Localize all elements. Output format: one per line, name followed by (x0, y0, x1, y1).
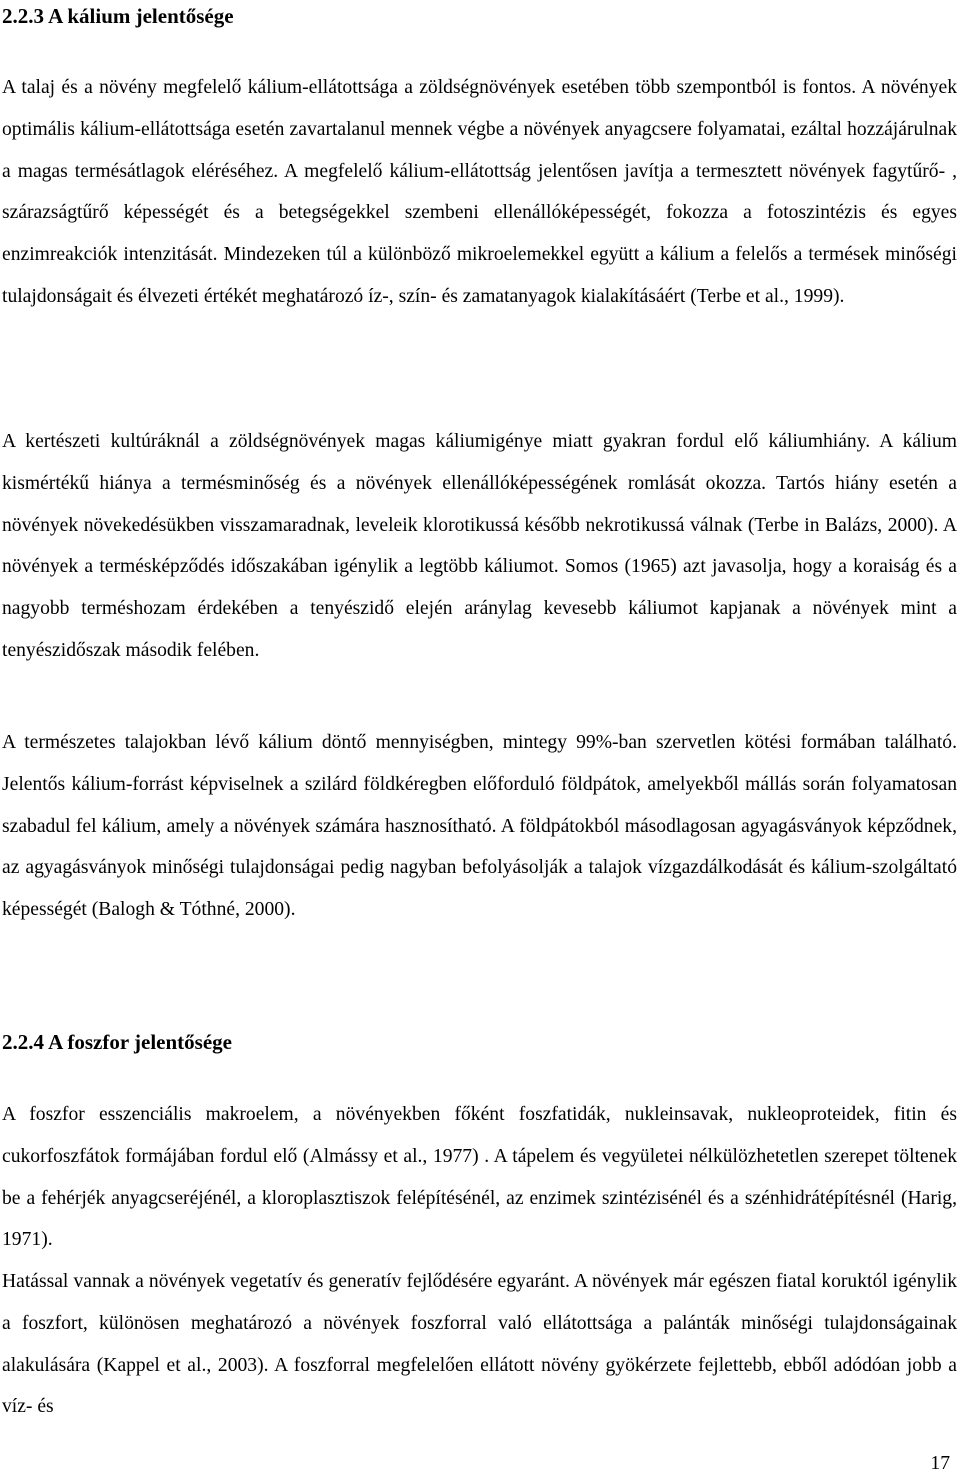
paragraph-phosphorus-development: Hatással vannak a növények vegetatív és generatív fejlődésére egyaránt. A növények már egészen fiatal koruktól igénylik a foszfort, különösen meghatározó a növények foszforral való ellátottsága a palánták minőségi tulajdonságainak alakulására (Kappel et al., 2003). A foszforral megfelelően ellátott növény gyökérzete fejlettebb, ebből adódóan jobb a víz- és (2, 1271, 957, 1418)
page-number: 17 (930, 1453, 950, 1474)
section-heading-potassium: 2.2.3 A kálium jelentősége (2, 4, 234, 28)
paragraph-potassium-importance: A talaj és a növény megfelelő kálium-ellátottsága a zöldségnövények esetében több szempontból is fontos. A növények optimális kálium-ellátottsága esetén zavartalanul mennek végbe a növények anyagcsere folyamatai, ezáltal hozzájárulnak a magas termésátlagok eléréséhez. A megfelelő kálium-ellátottság jelentősen javítja a termesztett növények fagytűrő- , szárazságtűrő képességét és a betegségekkel szembeni ellenállóképességét, fokozza a fotoszintézis és egyes enzimreakciók intenzitását. Mindezeken túl a különböző mikroelemekkel együtt a kálium a felelős a termések minőségi tulajdonságait és élvezeti értékét meghatározó íz-, szín- és zamatanyagok kialakításáért (Terbe et al., 1999). (2, 77, 957, 307)
section-heading-phosphorus: 2.2.4 A foszfor jelentősége (2, 1030, 232, 1054)
paragraph-soil-potassium: A természetes talajokban lévő kálium döntő mennyiségben, mintegy 99%-ban szervetlen kötési formában található. Jelentős kálium-forrást képviselnek a szilárd földkéregben előforduló földpátok, amelyekből mállás során folyamatosan szabadul fel kálium, amely a növények számára hasznosítható. A földpátokból másodlagosan agyagásványok képződnek, az agyagásványok minőségi tulajdonságai pedig nagyban befolyásolják a talajok vízgazdálkodását és kálium-szolgáltató képességét (Balogh & Tóthné, 2000). (2, 732, 957, 921)
paragraph-phosphorus-role: A foszfor esszenciális makroelem, a növényekben főként foszfatidák, nukleinsavak, nukleoproteidek, fitin és cukorfoszfátok formájában fordul elő (Almássy et al., 1977) . A tápelem és vegyületei nélkülözhetetlen szerepet töltenek be a fehérjék anyagcseréjénél, a kloroplasztiszok felépítésénél, az enzimek szintézisénél és a szénhidrátépítésnél (Harig, 1971). (2, 1104, 957, 1251)
paragraph-potassium-deficiency: A kertészeti kultúráknál a zöldségnövények magas káliumigénye miatt gyakran fordul elő káliumhiány. A kálium kismértékű hiánya a termésminőség és a növények ellenállóképességének romlását okozza. Tartós hiány esetén a növények növekedésükben visszamaradnak, leveleik klorotikussá később nekrotikussá válnak (Terbe in Balázs, 2000). A növények a termésképződés időszakában igénylik a legtöbb káliumot. Somos (1965) azt javasolja, hogy a koraiság és a nagyobb terméshozam érdekében a tenyészidő elején aránylag kevesebb káliumot kapjanak a növények mint a tenyészidőszak második felében. (2, 431, 957, 661)
